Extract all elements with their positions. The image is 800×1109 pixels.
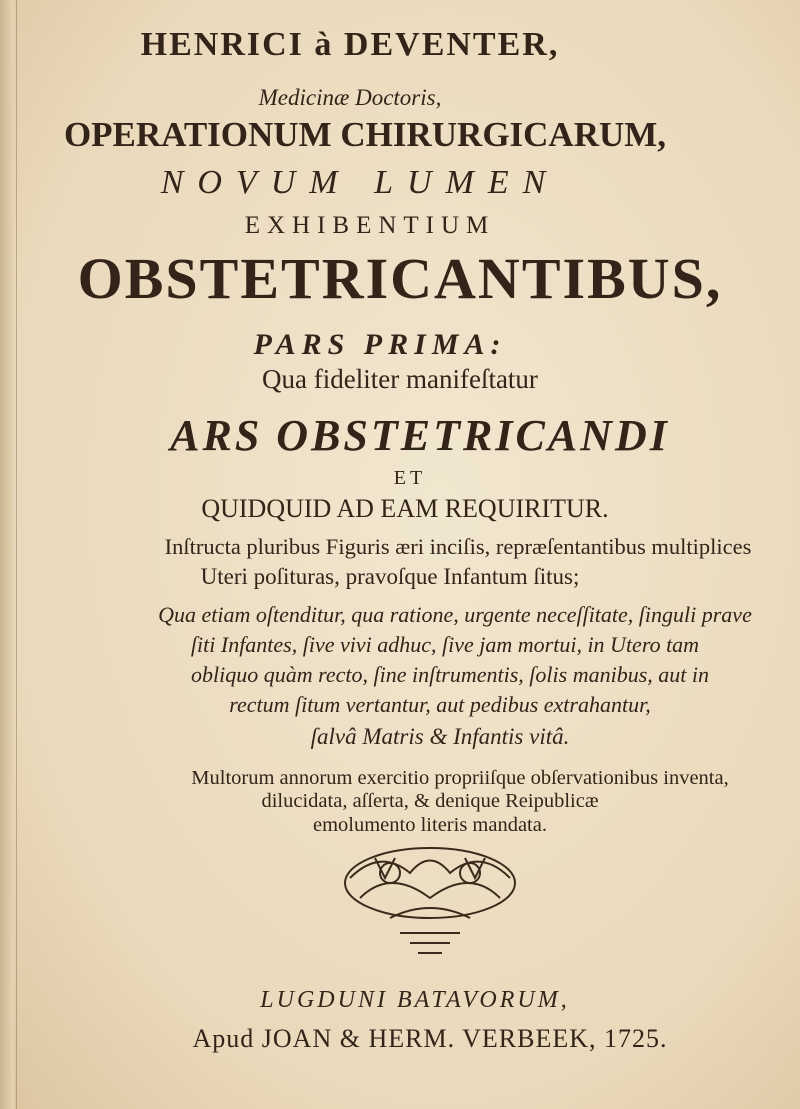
italic-line-1: Qua etiam oſtenditur, qua ratione, urgente neceſſitate, ſinguli prave bbox=[158, 602, 752, 627]
italic-line-4: rectum ſitum vertantur, aut pedibus extrahantur, bbox=[229, 692, 651, 717]
title-line-2: NOVUM LUMEN bbox=[160, 164, 560, 201]
paragraph-line-2: dilucidata, aſſerta, & denique Reipublicæ bbox=[261, 790, 599, 812]
title-line-4: OBSTETRICANTIBUS, bbox=[77, 246, 723, 311]
page-edge-line bbox=[16, 0, 17, 1109]
subtitle-2: ARS OBSTETRICANDI bbox=[170, 411, 670, 460]
part-heading: PARS PRIMA: bbox=[253, 328, 507, 361]
author-title: Medicinæ Doctoris, bbox=[258, 85, 442, 110]
paragraph-line-3: emolumento literis mandata. bbox=[313, 814, 547, 836]
author-name: HENRICI à DEVENTER, bbox=[140, 26, 560, 63]
printers-ornament-icon bbox=[330, 838, 530, 973]
description-line-1: Inſtructa pluribus Figuris æri inciſis, repræſentantibus multiplices bbox=[164, 534, 752, 559]
italic-line-2: ſiti Infantes, ſive vivi adhuc, ſive jam mortui, in Utero tam bbox=[190, 632, 700, 657]
imprint-place: LUGDUNI BATAVORUM, bbox=[260, 987, 570, 1013]
description-line-2: Uteri poſituras, pravoſque Infantum ſitus; bbox=[200, 564, 580, 589]
title-line-3: EXHIBENTIUM bbox=[244, 212, 496, 239]
imprint-printer: Apud JOAN & HERM. VERBEEK, 1725. bbox=[192, 1024, 668, 1053]
paragraph-line-1: Multorum annorum exercitio propriiſque obſervationibus inventa, bbox=[191, 767, 729, 789]
page-gutter bbox=[0, 0, 14, 1109]
italic-line-3: obliquo quàm recto, ſine inſtrumentis, ſolis manibus, aut in bbox=[190, 662, 709, 687]
subtitle-4: QUIDQUID AD EAM REQUIRITUR. bbox=[201, 494, 609, 523]
subtitle-3: ET bbox=[393, 467, 427, 489]
title-line-1: OPERATIONUM CHIRURGICARUM, bbox=[63, 115, 667, 154]
subtitle-1: Qua fideliter manifeſtatur bbox=[262, 364, 538, 394]
italic-line-5: ſalvâ Matris & Infantis vitâ. bbox=[310, 724, 570, 749]
